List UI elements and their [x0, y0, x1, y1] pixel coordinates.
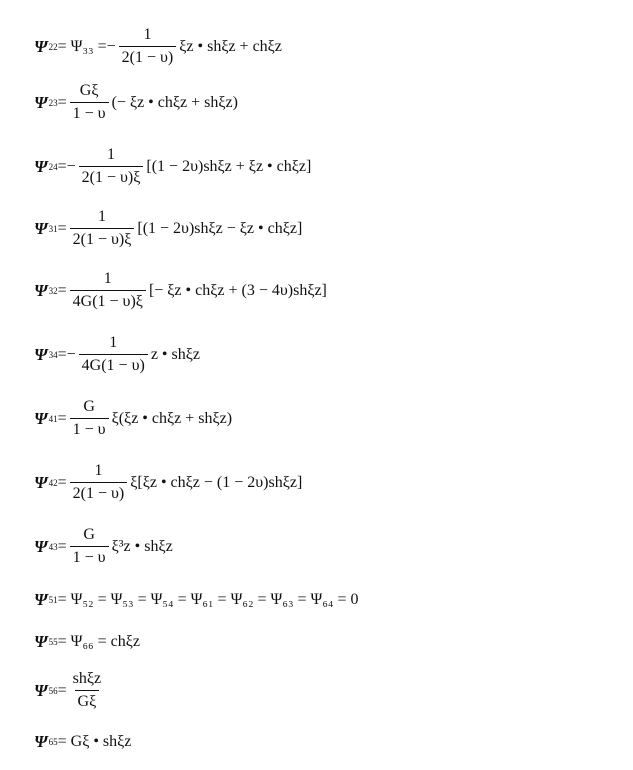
fraction	[70, 208, 135, 249]
fraction	[70, 670, 104, 711]
equation-suffix: ξ[ξz • chξz − (1 − 2υ)shξz]	[130, 473, 303, 491]
psi-symbol: Ψ	[34, 36, 48, 56]
psi-symbol: Ψ	[34, 680, 48, 700]
psi-symbol: Ψ	[34, 218, 48, 238]
numerator: 1	[98, 208, 106, 225]
subscript: 56	[48, 685, 58, 696]
equation-prefix: =	[57, 219, 67, 237]
equation-prefix: =−	[57, 345, 76, 363]
equation-psi-32	[34, 270, 327, 311]
equation-suffix: [(1 − 2υ)shξz + ξz • chξz]	[146, 157, 312, 175]
equation-prefix: =−	[57, 157, 76, 175]
psi-symbol: Ψ	[34, 632, 48, 651]
equation-psi-34	[34, 334, 200, 375]
fraction	[70, 526, 109, 567]
psi-symbol: Ψ	[34, 472, 48, 492]
equation-suffix: ξ(ξz • chξz + shξz)	[111, 409, 233, 427]
fraction	[70, 398, 109, 439]
fraction	[79, 146, 144, 187]
equation-prefix: =	[57, 409, 67, 427]
equation-prefix: =	[57, 473, 67, 491]
equation-psi-31	[34, 208, 302, 249]
numerator: Gξ	[79, 82, 99, 99]
denominator: 2(1 − υ)ξ	[79, 166, 144, 187]
fraction	[70, 82, 109, 123]
equation-psi-23	[34, 82, 238, 123]
subscript: 24	[48, 161, 58, 172]
equation-psi-22	[34, 26, 282, 67]
equation-psi-55	[34, 632, 140, 652]
subscript: 22	[48, 41, 58, 52]
denominator: 2(1 − υ)	[119, 46, 177, 67]
denominator: 2(1 − υ)ξ	[70, 228, 135, 249]
denominator: Gξ	[75, 690, 100, 711]
equation-suffix: (− ξz • chξz + shξz)	[111, 93, 238, 111]
numerator: 1	[143, 26, 152, 43]
denominator: 1 − υ	[70, 102, 109, 123]
equation-suffix: ξ³z • shξz	[111, 537, 173, 555]
subscript: 34	[48, 349, 58, 360]
equation-psi-43	[34, 526, 173, 567]
equation-line: = Gξ • shξz	[57, 733, 132, 750]
psi-symbol: Ψ	[34, 344, 48, 364]
numerator: 1	[107, 146, 116, 163]
equation-psi-65	[34, 732, 131, 752]
psi-symbol: Ψ	[34, 732, 48, 751]
psi-symbol: Ψ	[34, 92, 48, 112]
denominator: 1 − υ	[70, 418, 109, 439]
numerator: G	[83, 526, 95, 543]
equation-psi-41	[34, 398, 232, 439]
numerator: G	[83, 398, 95, 415]
equation-prefix: = Ψ₃₃ =−	[57, 37, 116, 55]
equation-suffix: [− ξz • chξz + (3 − 4υ)shξz]	[148, 281, 327, 299]
equation-prefix: =	[57, 681, 67, 699]
fraction	[70, 270, 146, 311]
psi-symbol: Ψ	[34, 536, 48, 556]
denominator: 4G(1 − υ)	[79, 354, 148, 375]
fraction	[119, 26, 177, 67]
subscript: 23	[48, 97, 58, 108]
equation-prefix: =	[57, 537, 67, 555]
numerator: 1	[94, 462, 103, 479]
subscript: 55	[48, 637, 58, 647]
subscript: 31	[48, 223, 58, 234]
subscript: 42	[48, 477, 58, 488]
equation-suffix: z • shξz	[150, 345, 200, 363]
subscript: 43	[48, 541, 58, 552]
fraction	[70, 462, 128, 503]
psi-symbol: Ψ	[34, 408, 48, 428]
equation-psi-51	[34, 590, 359, 610]
subscript: 41	[48, 413, 58, 424]
numerator: 1	[103, 270, 112, 287]
equation-prefix: =	[57, 281, 67, 299]
equation-line: = Ψ₆₆ = chξz	[57, 633, 140, 650]
subscript: 51	[48, 595, 58, 605]
equation-line: = Ψ₅₂ = Ψ₅₃ = Ψ₅₄ = Ψ₆₁ = Ψ₆₂ = Ψ₆₃ = Ψ₆₄ = 0	[57, 591, 359, 608]
numerator: shξz	[72, 670, 102, 687]
subscript: 65	[48, 737, 58, 747]
equation-psi-42	[34, 462, 302, 503]
psi-symbol: Ψ	[34, 280, 48, 300]
denominator: 1 − υ	[70, 546, 109, 567]
equation-suffix: ξz • shξz + chξz	[179, 37, 282, 55]
equation-prefix: =	[57, 93, 67, 111]
numerator: 1	[109, 334, 118, 351]
denominator: 2(1 − υ)	[70, 482, 128, 503]
equation-suffix: [(1 − 2υ)shξz − ξz • chξz]	[137, 219, 303, 237]
fraction	[79, 334, 148, 375]
denominator: 4G(1 − υ)ξ	[70, 290, 146, 311]
equation-psi-56	[34, 670, 107, 711]
psi-symbol: Ψ	[34, 590, 48, 609]
psi-symbol: Ψ	[34, 156, 48, 176]
subscript: 32	[48, 285, 58, 296]
equation-psi-24	[34, 146, 311, 187]
